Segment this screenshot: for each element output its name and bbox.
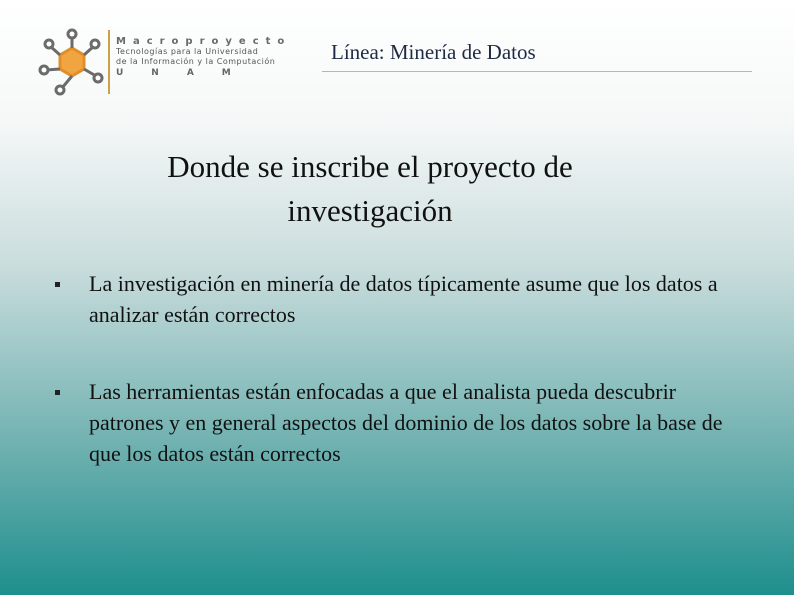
logo-tagline-2: de la Información y la Computación [116,57,276,66]
logo-tagline-1: Tecnologías para la Universidad [116,47,259,56]
macroproyecto-logo [38,26,292,98]
logo-unam: UNAM [116,68,259,78]
bullet-marker-icon [55,390,60,395]
logo-brand: Macroproyecto [116,36,292,47]
bullet-item [55,268,735,330]
slide-title: Donde se inscribe el proyecto de investigación [167,149,573,228]
line-title: Línea: Minería de Datos [331,40,536,64]
bullet-text: La investigación en minería de datos típicamente asume que los datos a analizar están correctos [89,271,718,327]
bullet-marker-icon [55,282,60,287]
bullet-text: Las herramientas están enfocadas a que el analista pueda descubrir patrones y en general aspectos del dominio de los datos sobre la base de que los datos están correctos [89,379,723,466]
logo-divider [108,30,110,94]
molecule-logo-icon [38,28,104,96]
header-divider [322,71,752,72]
bullet-item [55,376,735,469]
logo-text [116,36,291,78]
bullet-list [55,268,735,515]
